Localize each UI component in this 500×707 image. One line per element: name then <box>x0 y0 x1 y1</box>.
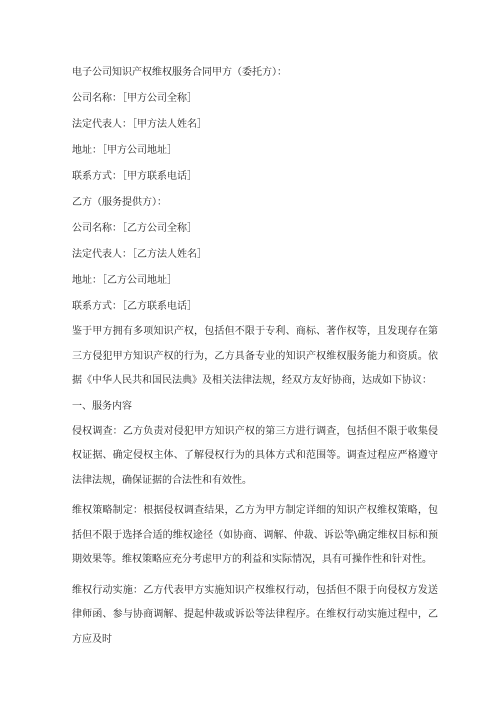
party-b-company-name: 公司名称：［乙方公司全称］ <box>72 223 197 234</box>
section-1-title: 一、服务内容 <box>72 400 132 412</box>
party-a-company-name: 公司名称：［甲方公司全称］ <box>72 93 197 104</box>
clause-investigation: 侵权调查：乙方负责对侵犯甲方知识产权的第三方进行调查，包括但不限于收集侵权证据、确定侵权主体、了解侵权行为的具体方式和范围等。调查过程应严格遵守法律法规，确保证据的合法性和有效性。 <box>72 425 438 486</box>
contract-title-line: 电子公司知识产权维权服务合同甲方（委托方）： <box>72 67 287 78</box>
preamble-paragraph: 鉴于甲方拥有多项知识产权，包括但不限于专利、商标、著作权等，且发现存在第三方侵犯甲方知识产权的行为，乙方具备专业的知识产权维权服务能力和资质。依据《中华人民共和国民法典》及相关法律法规，经双方友好协商，达成如下协议： <box>72 326 438 386</box>
party-b-legal-rep: 法定代表人：［乙方法人姓名］ <box>72 249 207 260</box>
party-a-address: 地址：［甲方公司地址］ <box>72 145 177 156</box>
party-b-address: 地址：［乙方公司地址］ <box>72 275 177 286</box>
party-a-legal-rep: 法定代表人：［甲方法人姓名］ <box>72 119 207 130</box>
party-b-header: 乙方（服务提供方）： <box>72 197 167 208</box>
party-b-contact: 联系方式：［乙方联系电话］ <box>72 301 197 312</box>
clause-action: 维权行动实施：乙方代表甲方实施知识产权维权行动，包括但不限于向侵权方发送律师函、参与协商调解、提起仲裁或诉讼等法律程序。在维权行动实施过程中，乙方应及时 <box>72 584 438 645</box>
clause-strategy: 维权策略制定：根据侵权调查结果，乙方为甲方制定详细的知识产权维权策略，包括但不限于选择合适的维权途径（如协商、调解、仲裁、诉讼等\确定维权目标和预期效果等。维权策略应充分考虑甲方的利益和实际情况，具有可操作性和针对性。 <box>72 505 438 565</box>
party-a-contact: 联系方式：［甲方联系电话］ <box>72 171 197 182</box>
